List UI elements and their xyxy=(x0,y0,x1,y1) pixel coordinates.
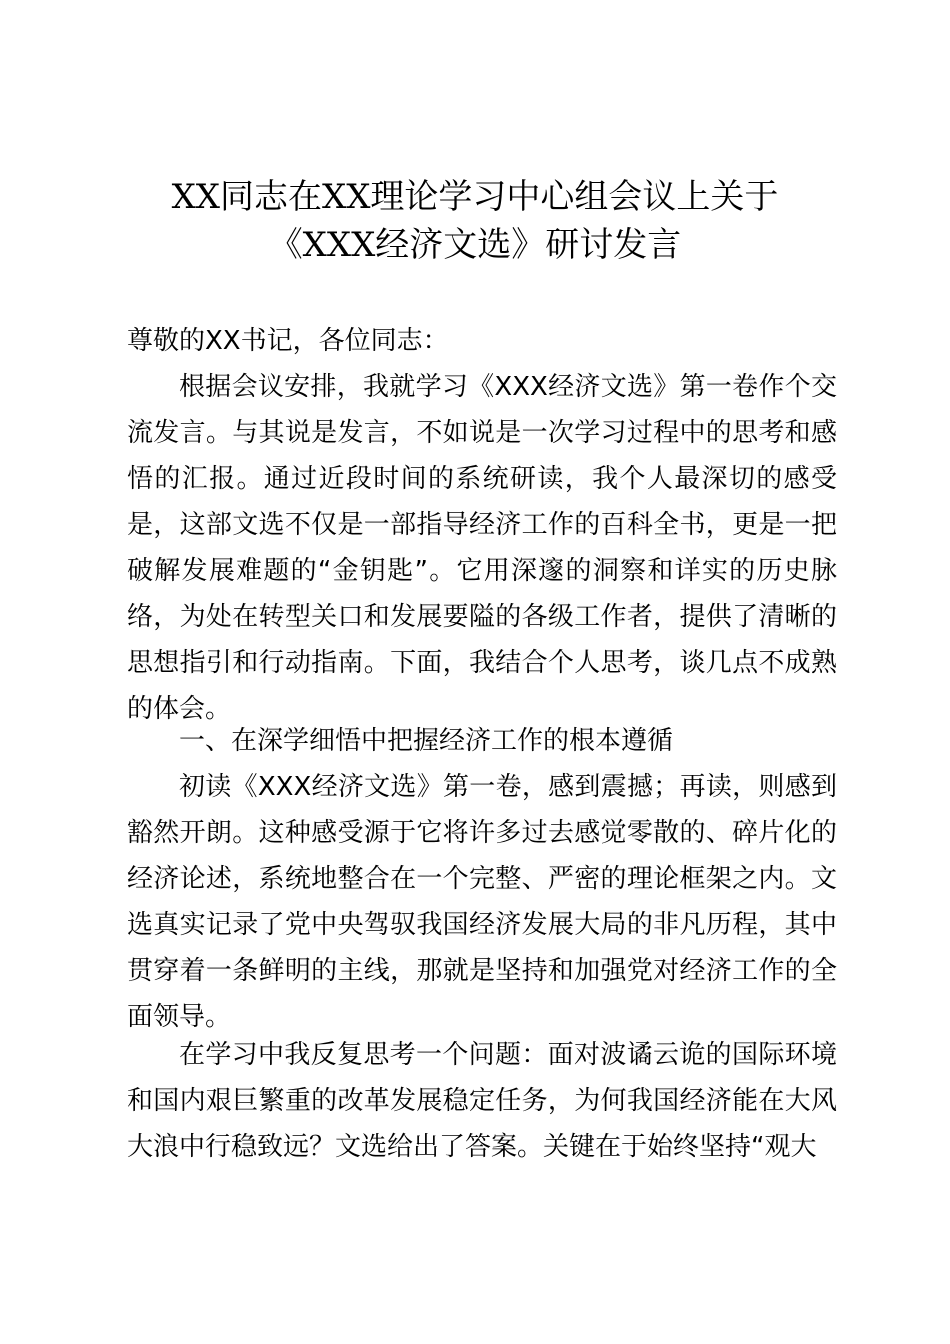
document-title-line-2: 《XXX经济文选》研讨发言 xyxy=(268,225,682,265)
section-heading-1: 一、在深学细悟中把握经济工作的根本遵循 xyxy=(179,726,674,756)
paragraph-section-1-b: 在学习中我反复思考一个问题：面对波谲云诡的国际环境和国内艰巨繁重的改革发展稳定任务，为何我国经济能在大风大浪中行稳致远？文选给出了答案。关键在于始终坚持“观大 xyxy=(127,1040,837,1162)
salutation: 尊敬的XX书记，各位同志： xyxy=(127,326,449,356)
paragraph-section-1-a: 初读《XXX经济文选》第一卷，感到震撼；再读，则感到豁然开朗。这种感受源于它将许多过去感觉零散的、碎片化的经济论述，系统地整合在一个完整、严密的理论框架之内。文选真实记录了党中央驾驭我国经济发展大局的非凡历程，其中贯穿着一条鲜明的主线，那就是坚持和加强党对经济工作的全面领导。 xyxy=(127,772,837,1032)
document-title-line-1: XX同志在XX理论学习中心组会议上关于 xyxy=(171,177,779,217)
paragraph-intro: 根据会议安排，我就学习《XXX经济文选》第一卷作个交流发言。与其说是发言，不如说是一次学习过程中的思考和感悟的汇报。通过近段时间的系统研读，我个人最深切的感受是，这部文选不仅是一部指导经济工作的百科全书，更是一把破解发展难题的“金钥匙”。它用深邃的洞察和详实的历史脉络，为处在转型关口和发展要隘的各级工作者，提供了清晰的思想指引和行动指南。下面，我结合个人思考，谈几点不成熟的体会。 xyxy=(127,372,837,724)
